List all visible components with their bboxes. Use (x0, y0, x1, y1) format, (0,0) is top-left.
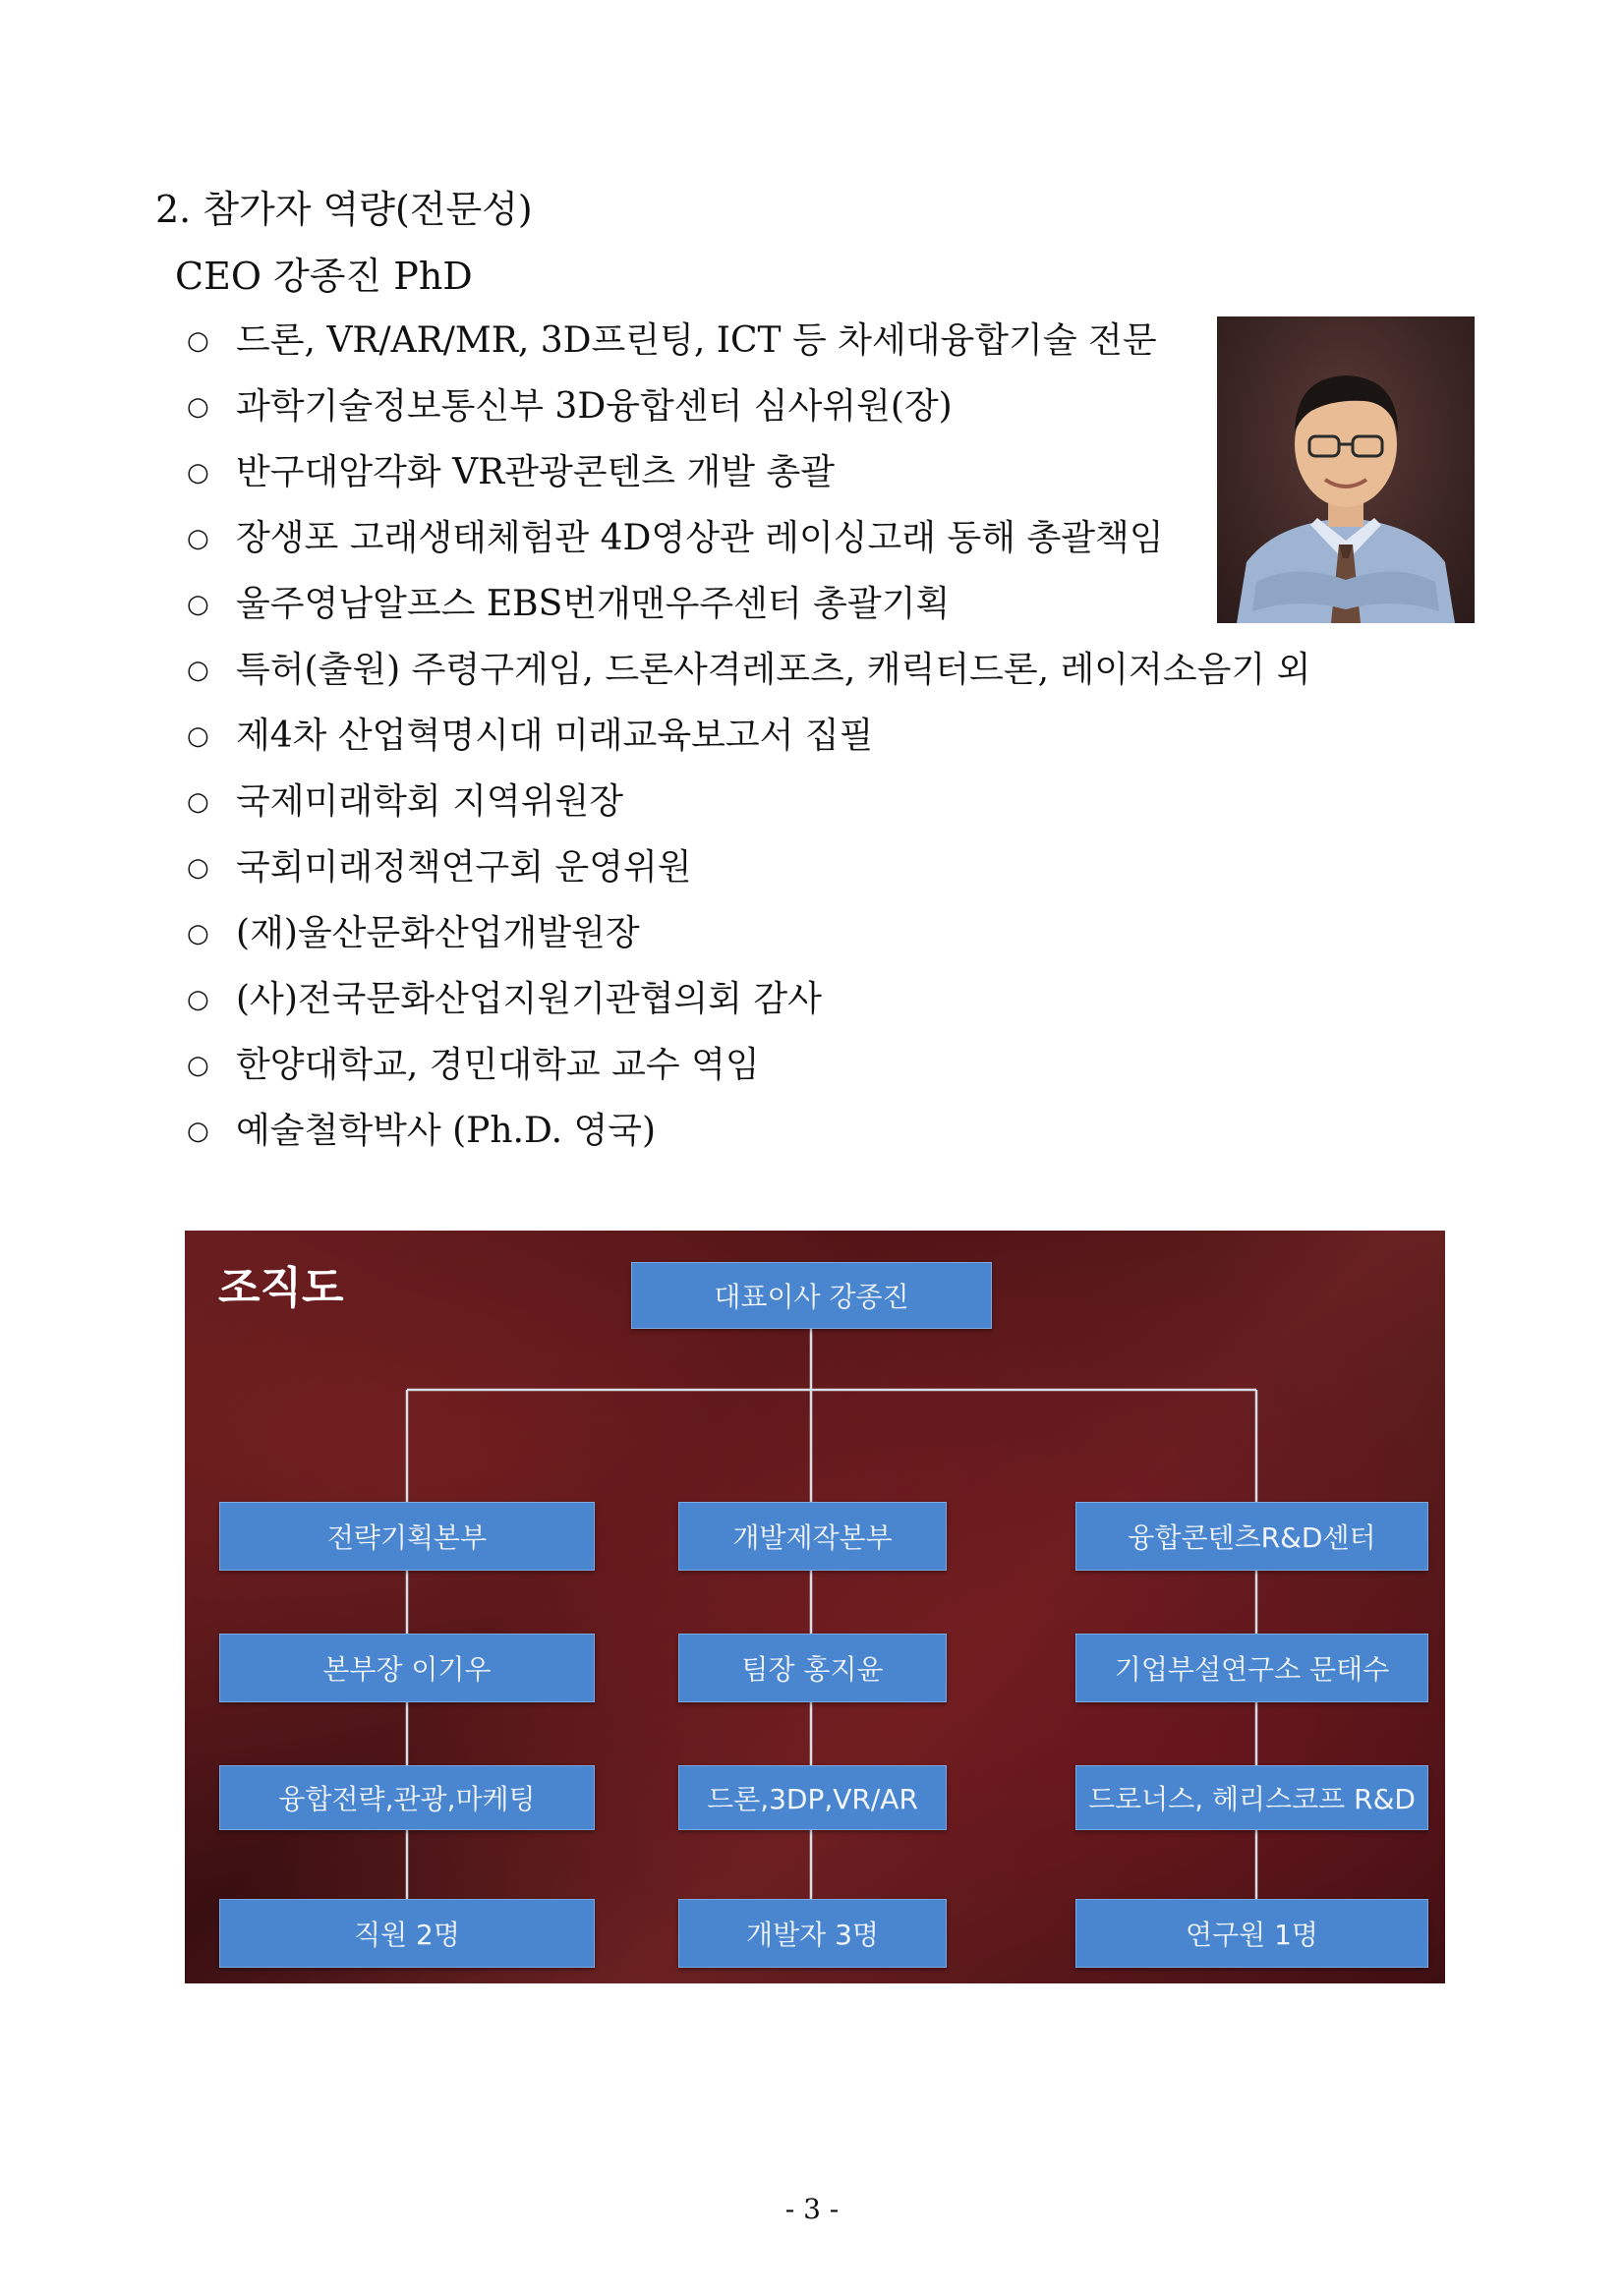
list-item (187, 712, 1310, 777)
bullet-icon: ○ (187, 590, 209, 619)
org-box-head: 기업부설연구소 문태수 (1075, 1634, 1428, 1702)
list-item-text: 제4차 산업혁명시대 미래교육보고서 집필 (236, 716, 874, 756)
list-item-text: 반구대암각화 VR관광콘텐츠 개발 총괄 (236, 452, 836, 492)
list-item-text: 장생포 고래생태체험관 4D영상관 레이싱고래 동해 총괄책임 (236, 518, 1164, 558)
bullet-icon: ○ (187, 1117, 209, 1146)
org-connector-lines (185, 1231, 1445, 1983)
list-item (187, 777, 1310, 843)
org-box-head: 본부장 이기우 (219, 1634, 595, 1702)
list-item (187, 1041, 1310, 1107)
org-box-staff: 직원 2명 (219, 1899, 595, 1968)
list-item-text: 특허(출원) 주령구게임, 드론사격레포츠, 캐릭터드론, 레이저소음기 외 (236, 650, 1311, 690)
bullet-icon: ○ (187, 721, 209, 751)
bullet-icon: ○ (187, 326, 209, 356)
bullet-icon: ○ (187, 458, 209, 488)
portrait-illustration (1217, 316, 1475, 623)
bullet-icon: ○ (187, 392, 209, 422)
list-item-text: 드론, VR/AR/MR, 3D프린팅, ICT 등 차세대융합기술 전문 (236, 320, 1157, 361)
org-box-role: 융합전략,관광,마케팅 (219, 1765, 595, 1830)
ceo-photo (1217, 316, 1475, 623)
list-item (187, 316, 1310, 382)
page-number: - 3 - (784, 2193, 840, 2225)
org-chart (185, 1231, 1445, 1983)
list-item (187, 514, 1310, 580)
bullet-icon: ○ (187, 656, 209, 685)
list-item (187, 975, 1310, 1041)
list-item-text: 울주영남알프스 EBS번개맨우주센터 총괄기획 (236, 584, 951, 624)
org-box-dept: 전략기획본부 (219, 1502, 595, 1571)
list-item (187, 843, 1310, 909)
bullet-icon: ○ (187, 1051, 209, 1080)
org-box-role: 드로너스, 헤리스코프 R&D (1075, 1765, 1428, 1830)
org-box-dept: 융합콘텐츠R&D센터 (1075, 1502, 1428, 1571)
bullet-icon: ○ (187, 919, 209, 948)
org-chart-title: 조직도 (218, 1263, 344, 1313)
list-item-text: 국회미래정책연구회 운영위원 (236, 847, 692, 888)
list-item-text: 한양대학교, 경민대학교 교수 역임 (236, 1045, 760, 1085)
list-item-text: 국제미래학회 지역위원장 (236, 781, 623, 822)
org-box-head: 팀장 홍지윤 (678, 1634, 947, 1702)
list-item-text: 예술철학박사 (Ph.D. 영국) (236, 1111, 657, 1151)
ceo-name: CEO 강종진 PhD (175, 255, 473, 298)
org-box-staff: 연구원 1명 (1075, 1899, 1428, 1968)
list-item-text: (재)울산문화산업개발원장 (236, 913, 640, 953)
list-item (187, 382, 1310, 448)
list-item (187, 909, 1310, 975)
list-item-text: 과학기술정보통신부 3D융합센터 심사위원(장) (236, 386, 953, 427)
bullet-icon: ○ (187, 787, 209, 817)
section-title: 2. 참가자 역량(전문성) (155, 188, 533, 231)
list-item (187, 1107, 1310, 1173)
qualification-list (187, 316, 1310, 1173)
bullet-icon: ○ (187, 985, 209, 1014)
bullet-icon: ○ (187, 853, 209, 883)
org-box-ceo: 대표이사 강종진 (631, 1262, 992, 1329)
list-item-text: (사)전국문화산업지원기관협의회 감사 (236, 979, 822, 1019)
bullet-icon: ○ (187, 524, 209, 553)
list-item (187, 448, 1310, 514)
list-item (187, 646, 1310, 712)
list-item (187, 580, 1310, 646)
org-box-role: 드론,3DP,VR/AR (678, 1765, 947, 1830)
org-box-staff: 개발자 3명 (678, 1899, 947, 1968)
org-box-dept: 개발제작본부 (678, 1502, 947, 1571)
